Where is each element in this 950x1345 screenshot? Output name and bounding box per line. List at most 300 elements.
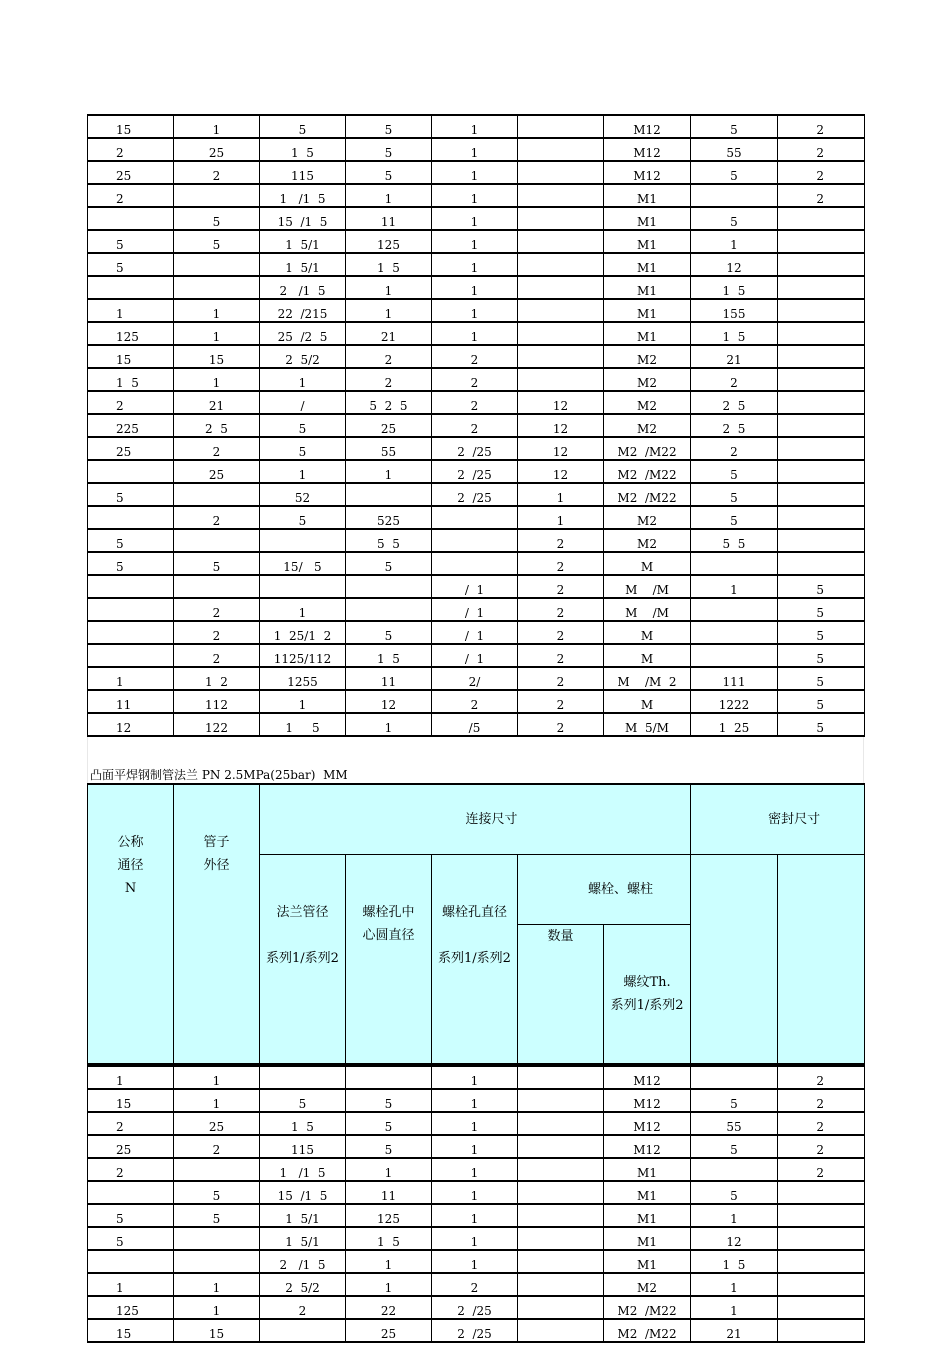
table-row [88,1319,865,1342]
table-cell: M2 [604,391,691,414]
table-cell: 2 [88,391,174,414]
table-cell: 25 [88,161,174,184]
table-cell: 115 [260,1135,346,1158]
table-cell: 2 [260,1296,346,1319]
table-cell: 2 [778,161,865,184]
table-cell: 12 [518,437,604,460]
header-seal-dimensions: 密封尺寸 [691,784,865,855]
table-cell: M1 [604,1181,691,1204]
table-cell: 5 [174,1181,260,1204]
table-cell: 1 25 [691,713,778,736]
table-cell: 2 [778,1135,865,1158]
table-cell: 2 [518,621,604,644]
table-cell: 1 [432,1112,518,1135]
table-cell: 1 [691,230,778,253]
table-cell: 15 [88,115,174,138]
table-row [88,391,865,414]
table-row [88,1204,865,1227]
table-cell: 1 /1 5 [260,184,346,207]
table-cell: 2 [432,1273,518,1296]
table-cell: 2 [346,345,432,368]
header-nominal-diameter: 公称 通径 N [88,784,174,1064]
table-cell: 2 5 [691,391,778,414]
table-cell: 1 [691,575,778,598]
table-cell [518,253,604,276]
table-cell [778,414,865,437]
table-cell: 122 [174,713,260,736]
table-cell: 1 5/1 [260,253,346,276]
table-row [88,506,865,529]
table-cell [778,460,865,483]
table-cell [691,598,778,621]
table-cell: 1 [346,276,432,299]
table-cell: 1 [346,713,432,736]
table-cell: 5 [88,1227,174,1250]
table-row [88,437,865,460]
table-cell [778,1227,865,1250]
table-cell: 2 [778,138,865,161]
table-cell: 22 /215 [260,299,346,322]
table-cell: / 1 [432,575,518,598]
table-cell: 1 [518,506,604,529]
table-cell: 55 [346,437,432,460]
table-cell [778,207,865,230]
table-cell [88,621,174,644]
table-cell: 125 [346,1204,432,1227]
table-cell: 1 [432,322,518,345]
table-cell: 1 [346,460,432,483]
table-cell: 2 [432,414,518,437]
table-cell: M 5/M [604,713,691,736]
table-cell: 1 [174,1273,260,1296]
table-cell: 1 [260,690,346,713]
table-cell: 111 [691,667,778,690]
table-cell: 2 [691,437,778,460]
table-cell: M1 [604,1204,691,1227]
table-cell: 5 [174,207,260,230]
table-cell: 5 [778,575,865,598]
table-cell: 1 [432,1227,518,1250]
table-cell: 1 [174,115,260,138]
table-cell [778,1319,865,1342]
table-cell [518,207,604,230]
lower-data-table [87,1065,865,1343]
upper-data-table [87,114,865,737]
table-cell [518,115,604,138]
table-cell: 2 [691,368,778,391]
table-cell [778,506,865,529]
table-cell [518,1250,604,1273]
table-cell: 5 [346,1089,432,1112]
table-row [88,667,865,690]
table-row [88,253,865,276]
table-cell: 2 [174,437,260,460]
table-cell: M12 [604,1066,691,1089]
table-cell: 2 [174,506,260,529]
table-cell [174,575,260,598]
table-cell: M2 /M22 [604,437,691,460]
table-cell [518,138,604,161]
table-row [88,299,865,322]
table-caption: 凸面平焊钢制管法兰 PN 2.5MPa(25bar) MM [90,768,348,782]
table-cell [174,253,260,276]
table-cell: 5 [778,667,865,690]
table-cell [346,1066,432,1089]
table-cell: M2 [604,414,691,437]
table-cell: 25 [346,1319,432,1342]
table-cell [518,1204,604,1227]
table-cell [346,575,432,598]
table-cell: M12 [604,1135,691,1158]
table-cell: 5 [260,115,346,138]
table-cell [260,575,346,598]
table-cell: 1 [174,1089,260,1112]
table-cell: 5 [346,621,432,644]
table-cell: 2 [174,621,260,644]
table-cell: 15 [174,1319,260,1342]
table-cell: M2 /M22 [604,483,691,506]
table-cell: 1 2 [174,667,260,690]
table-cell: 5 [346,161,432,184]
table-cell [518,1135,604,1158]
table-cell [518,161,604,184]
table-cell: / [260,391,346,414]
table-cell: M2 [604,1273,691,1296]
table-cell: M2 [604,368,691,391]
table-row [88,1296,865,1319]
table-cell [432,552,518,575]
table-cell: 1 [346,299,432,322]
table-cell: 2 [778,1089,865,1112]
table-row [88,690,865,713]
table-cell [346,483,432,506]
table-cell: 2 [518,575,604,598]
table-row [88,552,865,575]
table-row [88,230,865,253]
table-cell: 15 [88,1089,174,1112]
table-cell: 2 [518,690,604,713]
table-cell: 25 [174,1112,260,1135]
table-cell: 11 [88,690,174,713]
table-cell: 1 5 [691,276,778,299]
table-cell: 1255 [260,667,346,690]
table-cell: 5 [691,460,778,483]
table-cell: 12 [518,391,604,414]
table-cell [778,345,865,368]
table-cell [778,529,865,552]
table-cell [518,1158,604,1181]
table-row [88,414,865,437]
table-cell: 5 [691,1181,778,1204]
table-cell [432,506,518,529]
table-cell [88,276,174,299]
table-cell: 2 /25 [432,483,518,506]
table-cell: 1 [432,138,518,161]
table-cell: /5 [432,713,518,736]
table-cell: 5 [346,552,432,575]
table-cell: 2 /25 [432,1319,518,1342]
table-cell [518,345,604,368]
table-cell: M1 [604,1158,691,1181]
table-row [88,184,865,207]
table-cell [88,598,174,621]
table-cell [518,322,604,345]
table-cell: 12 [346,690,432,713]
table-cell: 11 [346,207,432,230]
table-cell: 1 [432,207,518,230]
table-cell [691,184,778,207]
table-row [88,1135,865,1158]
table-cell: 15 [88,345,174,368]
table-cell: 1 [432,1181,518,1204]
table-cell: M1 [604,184,691,207]
lower-table-body [88,1066,865,1342]
table-row [88,276,865,299]
table-cell: 125 [346,230,432,253]
table-cell: 1 5 [260,138,346,161]
table-cell: 1 [260,598,346,621]
table-cell [88,207,174,230]
table-cell: 2 5 [691,414,778,437]
table-cell [778,391,865,414]
table-cell: / 1 [432,644,518,667]
table-cell: 11 [346,1181,432,1204]
table-cell [518,1319,604,1342]
table-cell: 2 5 [174,414,260,437]
table-cell [518,1089,604,1112]
table-row [88,644,865,667]
table-cell: M [604,552,691,575]
table-cell [691,1066,778,1089]
table-row [88,1112,865,1135]
table-cell: M12 [604,1112,691,1135]
table-caption-row [87,737,864,783]
table-cell: 22 [346,1296,432,1319]
table-cell: 5 [88,253,174,276]
table-cell [88,1181,174,1204]
table-cell: 2 [346,368,432,391]
table-cell: 5 [691,207,778,230]
table-cell: 1125/112 [260,644,346,667]
table-cell: 5 [691,161,778,184]
table-cell: 1 25/1 2 [260,621,346,644]
table-cell: M2 [604,506,691,529]
table-cell: 5 [346,1135,432,1158]
table-cell [691,552,778,575]
table-cell: 25 [346,414,432,437]
table-cell [691,621,778,644]
table-cell [778,322,865,345]
table-cell: 15 [174,345,260,368]
table-cell: 25 /2 5 [260,322,346,345]
table-cell: 5 2 5 [346,391,432,414]
table-row [88,1181,865,1204]
table-cell [88,644,174,667]
table-cell: 21 [691,1319,778,1342]
table-cell [778,368,865,391]
table-cell: M [604,690,691,713]
table-cell: M2 /M22 [604,1296,691,1319]
table-cell [518,1227,604,1250]
table-cell: 1 [432,230,518,253]
table-cell: M12 [604,1089,691,1112]
table-cell: 2 [88,138,174,161]
table-cell: 1 [432,253,518,276]
table-cell: 2 [778,1158,865,1181]
table-cell: M1 [604,253,691,276]
table-cell [778,1181,865,1204]
table-cell: 2 [518,529,604,552]
header-connection-dimensions: 连接尺寸 [260,784,691,855]
table-cell: M12 [604,161,691,184]
table-cell: M2 /M22 [604,460,691,483]
table-cell [778,437,865,460]
table-row [88,1250,865,1273]
table-cell: 5 [778,713,865,736]
table-cell: 1 5 [346,253,432,276]
table-cell: 2 [174,1135,260,1158]
table-cell [88,1250,174,1273]
table-cell: 15 /1 5 [260,207,346,230]
table-cell: 1 [691,1273,778,1296]
table-row [88,1066,865,1089]
table-cell: 1 5 [260,713,346,736]
table-cell [260,529,346,552]
table-cell: M /M 2 [604,667,691,690]
table-row [88,483,865,506]
table-cell: 2 5/2 [260,345,346,368]
table-cell [518,299,604,322]
table-cell: 1 [174,1066,260,1089]
table-cell [174,1227,260,1250]
table-cell [778,299,865,322]
table-cell: 5 [691,1135,778,1158]
header-bolt-count: 数量 [518,925,604,1065]
table-cell: 1 [88,667,174,690]
table-cell: M1 [604,276,691,299]
table-cell: 25 [174,460,260,483]
table-cell: 1 5/1 [260,230,346,253]
table-cell [778,483,865,506]
table-cell: 5 [778,621,865,644]
table-cell: 1 [432,1204,518,1227]
table-cell: 1 [691,1204,778,1227]
table-cell: 2 [88,184,174,207]
table-cell: 1 5 [691,1250,778,1273]
table-cell: 5 [88,1204,174,1227]
table-cell: 5 [88,552,174,575]
table-cell [518,230,604,253]
table-cell: 5 [260,414,346,437]
table-cell: 5 [174,552,260,575]
table-cell: 1 [260,460,346,483]
header-thread: 螺纹Th. 系列1/系列2 [604,925,691,1065]
table-cell: 112 [174,690,260,713]
table-cell: 5 [88,230,174,253]
table-cell: 2 [432,368,518,391]
table-row [88,345,865,368]
table-cell: 2 [174,644,260,667]
table-cell: 12 [518,460,604,483]
table-cell: 1 5/1 [260,1227,346,1250]
table-cell: 21 [691,345,778,368]
table-row [88,322,865,345]
table-header [87,783,865,1065]
table-cell: 2 [518,667,604,690]
table-cell: M2 /M22 [604,1319,691,1342]
table-cell [518,1066,604,1089]
table-cell: 1 [432,184,518,207]
table-cell: 155 [691,299,778,322]
table-cell: 5 [88,529,174,552]
table-cell: M [604,644,691,667]
table-cell: 1 [518,483,604,506]
table-cell [778,1273,865,1296]
table-cell: 5 5 [346,529,432,552]
table-cell: 15/ 5 [260,552,346,575]
table-cell: 1 [432,1250,518,1273]
table-cell: 1 [432,115,518,138]
table-cell: 52 [260,483,346,506]
table-cell: 2 [518,552,604,575]
table-cell: 1222 [691,690,778,713]
table-cell: 1 [346,1158,432,1181]
table-cell: 5 [778,690,865,713]
table-cell: 1 5 [346,1227,432,1250]
table-cell: 1 5/1 [260,1204,346,1227]
table-cell: 2 /25 [432,1296,518,1319]
table-cell: 1 5 [88,368,174,391]
table-cell: 125 [88,1296,174,1319]
table-cell: / 1 [432,598,518,621]
table-cell: 5 [346,138,432,161]
table-cell: M2 [604,529,691,552]
table-cell: 25 [88,437,174,460]
spreadsheet [87,114,864,1343]
table-cell: 1 [346,184,432,207]
table-cell [778,230,865,253]
table-cell [174,1158,260,1181]
table-cell: / 1 [432,621,518,644]
table-cell: 1 [432,1066,518,1089]
table-row [88,1227,865,1250]
table-cell: 2 [174,161,260,184]
header-flange-pipe-dia: 法兰管径 系列1/系列2 [260,855,346,1065]
table-cell: 15 /1 5 [260,1181,346,1204]
table-cell [174,483,260,506]
table-cell [518,1181,604,1204]
table-cell: 2 [778,184,865,207]
table-cell [174,529,260,552]
table-cell [174,184,260,207]
table-cell: M12 [604,115,691,138]
table-cell: M1 [604,299,691,322]
table-cell: 5 [346,1112,432,1135]
table-cell: 2 /1 5 [260,1250,346,1273]
table-cell: 225 [88,414,174,437]
table-cell: 1 [346,1273,432,1296]
table-cell [518,1273,604,1296]
table-cell [691,644,778,667]
table-cell: 525 [346,506,432,529]
table-cell [778,1296,865,1319]
table-cell: 55 [691,1112,778,1135]
table-cell: M /M [604,598,691,621]
table-cell: 12 [691,253,778,276]
table-cell: 5 [346,115,432,138]
table-cell: 1 [432,1089,518,1112]
table-cell [88,460,174,483]
